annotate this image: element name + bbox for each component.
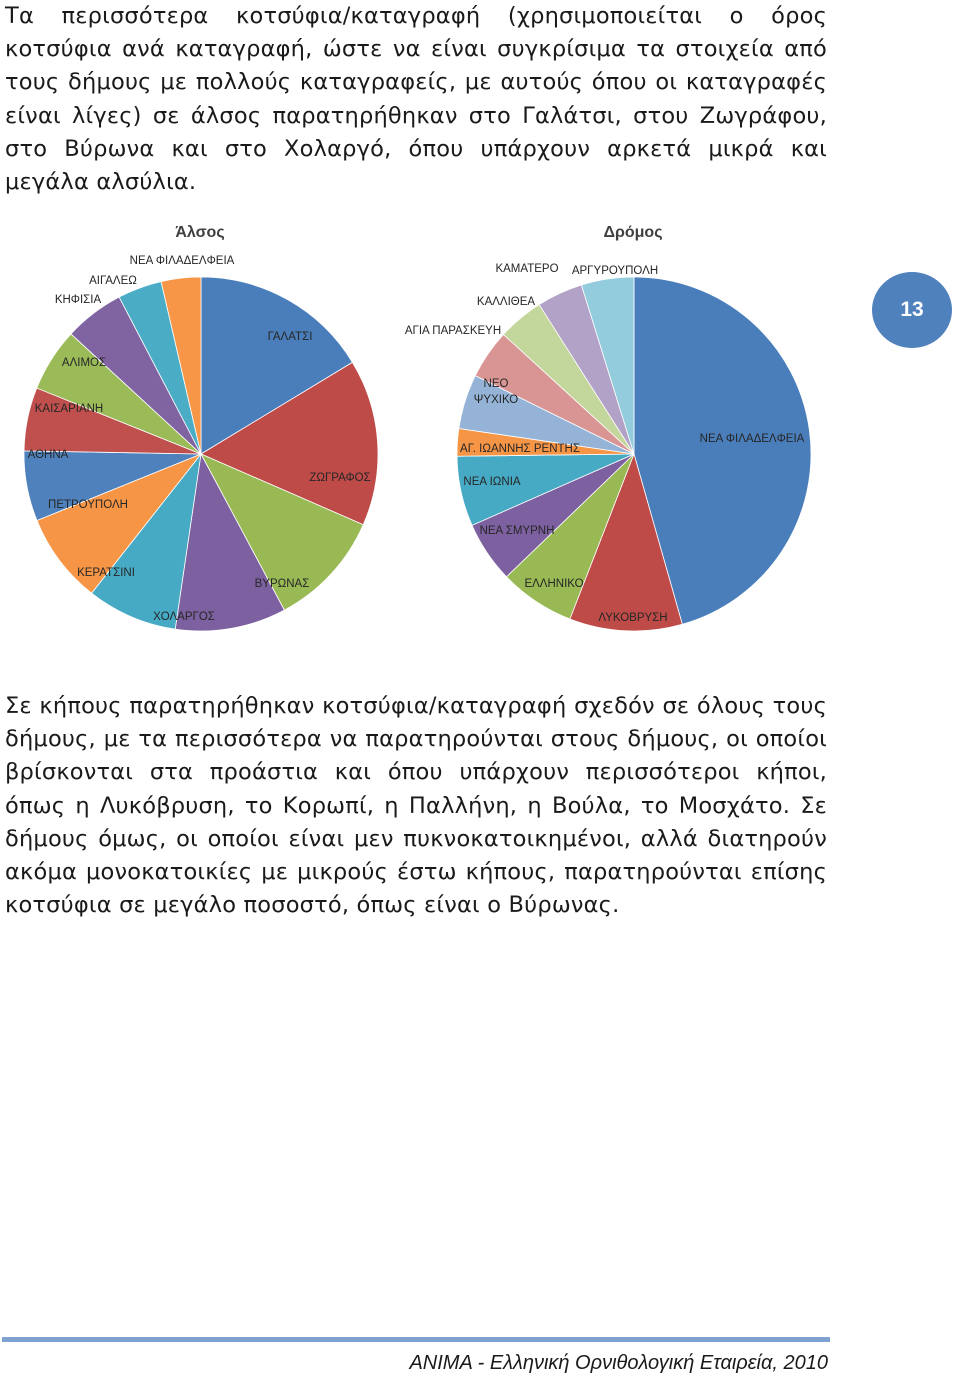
slice-label: ΝΕΑ ΦΙΛΑΔΕΛΦΕΙΑ <box>699 433 805 445</box>
slice-label: ΝΕΟ ΨΥΧΙΚΟ <box>473 378 519 406</box>
slice-label: ΚΑΛΛΙΘΕΑ <box>476 296 536 308</box>
pie-charts <box>0 210 960 650</box>
footer-divider <box>2 1337 830 1342</box>
slice-label: ΧΟΛΑΡΓΟΣ <box>153 611 215 623</box>
slice-label: ΚΑΙΣΑΡΙΑΝΗ <box>34 403 104 415</box>
slice-label: ΕΛΛΗΝΙΚΟ <box>524 578 584 590</box>
page-number-badge: 13 <box>872 272 952 348</box>
slice-label: ΚΑΜΑΤΕΡΟ <box>495 263 559 275</box>
slice-label: ΑΓΙΑ ΠΑΡΑΣΚΕΥΗ <box>404 325 502 337</box>
pie-chart-dromos <box>405 224 811 631</box>
slice-label: ΑΓ. ΙΩΑΝΝΗΣ ΡΕΝΤΗΣ <box>460 443 580 455</box>
slice-label: ΝΕΑ ΙΩΝΙΑ <box>463 476 521 488</box>
slice-label: ΖΩΓΡΑΦΟΣ <box>309 472 371 484</box>
chart-title: Δρόμος <box>603 224 663 241</box>
chart-title: Άλσος <box>175 224 225 241</box>
slice-label: ΠΕΤΡΟΥΠΟΛΗ <box>48 499 128 511</box>
slice-label: ΑΡΓΥΡΟΥΠΟΛΗ <box>571 265 659 277</box>
slice-label: ΝΕΑ ΦΙΛΑΔΕΛΦΕΙΑ <box>129 255 235 267</box>
slice-label: ΑΙΓΑΛΕΩ <box>89 275 137 287</box>
paragraph-gardens: Σε κήπους παρατηρήθηκαν κοτσύφια/καταγραφή σχεδόν σε όλους τους δήμους, με τα περισσότερα να παρατηρούνται στους δήμους, οι οποίοι βρίσκονται στα προάστια και όπου υπάρχουν περισσότεροι κήποι, όπως η Λυκόβρυση, το Κορωπί, η Παλλήνη, η Βούλα, το Μοσχάτο. Σε δήμους όμως, οι οποίοι είναι μεν πυκνοκατοικημένοι, αλλά διατηρούν ακόμα μονοκατοικίες με μικρούς έστω κήπους, παρατηρούνται επίσης κοτσύφια σε μεγάλο ποσοστό, όπως είναι ο Βύρωνας. <box>5 693 827 919</box>
slice-label: ΛΥΚΟΒΡΥΣΗ <box>598 612 668 624</box>
paragraph-intro: Τα περισσότερα κοτσύφια/καταγραφή (χρησιμοποιείται ο όρος κοτσύφια ανά καταγραφή, ώστε να είναι συγκρίσιμα τα στοιχεία από τους δήμους με πολλούς καταγραφείς, με αυτούς όπου οι καταγραφές είναι λίγες) σε άλσος παρατηρήθηκαν στο Γαλάτσι, στου Ζωγράφου, στο Βύρωνα και στο Χολαργό, όπου υπάρχουν αρκετά μικρά και μεγάλα αλσύλια. <box>5 3 827 196</box>
pie-chart-alsos <box>24 224 378 631</box>
slice-label: ΑΛΙΜΟΣ <box>61 357 107 369</box>
slice-label: ΚΕΡΑΤΣΙΝΙ <box>77 567 135 579</box>
slice-label: ΝΕΑ ΣΜΥΡΝΗ <box>479 525 555 537</box>
slice-label: ΑΘΗΝΑ <box>27 449 69 461</box>
footer-credit: ANIMA - Ελληνική Ορνιθολογική Εταιρεία, 2010 <box>409 1352 828 1374</box>
slice-label: ΚΗΦΙΣΙΑ <box>54 294 102 306</box>
slice-label: ΓΑΛΑΤΣΙ <box>267 331 313 343</box>
slice-label: ΒΥΡΩΝΑΣ <box>254 578 310 590</box>
